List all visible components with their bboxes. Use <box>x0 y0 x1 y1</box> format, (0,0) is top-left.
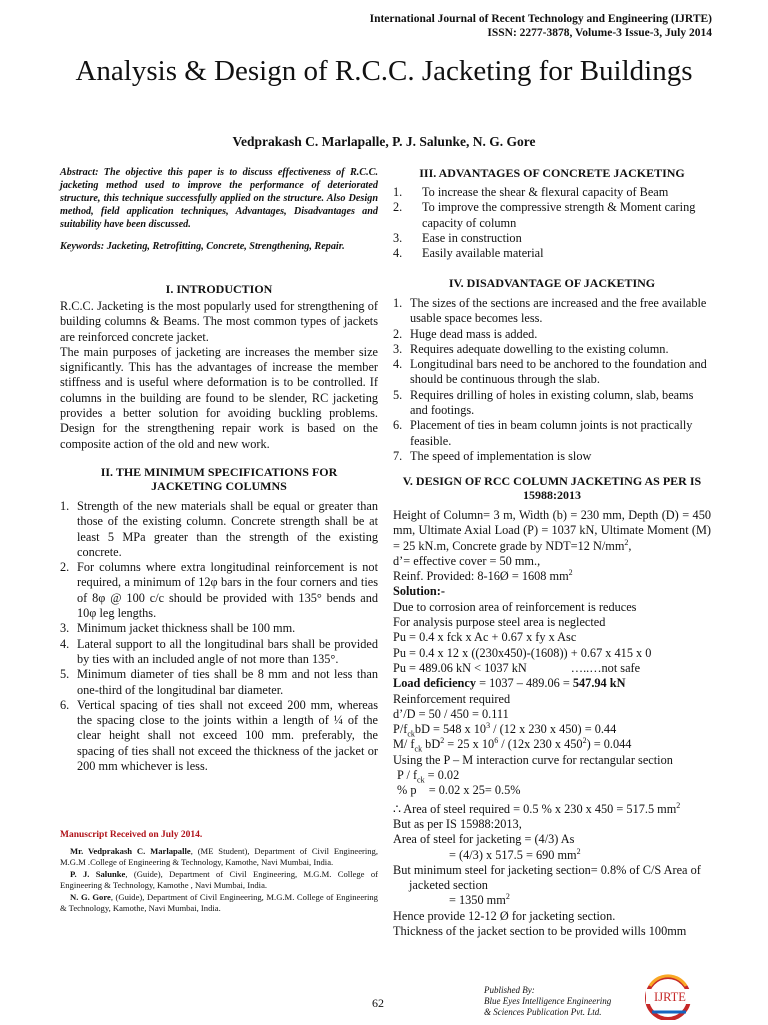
list-item <box>60 499 378 560</box>
advantages-list <box>393 185 711 261</box>
list-item <box>393 296 711 327</box>
item-text: The sizes of the sections are increased and the free available usable space becomes less. <box>410 296 707 326</box>
superscript: 2 <box>576 846 581 856</box>
author-notes <box>60 846 378 915</box>
item-number: 3. <box>393 230 403 245</box>
formula-part: = 0.02 <box>424 768 460 783</box>
design-section <box>393 474 711 939</box>
item-number: 2. <box>393 200 403 215</box>
list-item <box>393 200 711 231</box>
solution-label: Solution:- <box>393 584 445 599</box>
publisher-name: Blue Eyes Intelligence Engineering <box>484 996 612 1006</box>
item-text: To increase the shear & flexural capacity of Beam <box>422 185 669 199</box>
steel-area-jacketing: = (4/3) x 517.5 = 690 mm <box>449 847 577 862</box>
formula-part: M/ f <box>393 737 415 752</box>
formula-part: bD = 548 x 10 <box>414 722 487 737</box>
publisher-info <box>484 985 611 1018</box>
reinforcement-provided: Reinf. Provided: 8-16Ø = 1608 mm <box>393 569 569 584</box>
item-text: The speed of implementation is slow <box>410 448 592 463</box>
design-line <box>393 676 711 691</box>
superscript: 2 <box>505 892 510 902</box>
journal-name: International Journal of Recent Technology and Engineering (IJRTE) <box>369 13 712 25</box>
design-line: For analysis purpose steel area is neglected <box>393 615 606 630</box>
item-number: 4. <box>60 636 70 651</box>
author-note <box>60 869 378 891</box>
introduction-p2: The main purposes of jacketing are increases the member size significantly. This has the advantages of increase the member stiffness and is useful where deformation is to be controlled. If columns in the building are found to be slender, RC jacketing provides a better solution for avoiding buckling problems. Design for the strengthening repair work is based on the composite action of the old and new work. <box>60 344 378 451</box>
advantages-heading: III. ADVANTAGES OF CONCRETE JACKETING <box>419 166 685 180</box>
list-item <box>393 246 711 261</box>
introduction-p1: R.C.C. Jacketing is the most popularly used for strengthening of building columns & Beams. The most common types of jackets are reinforced concrete jacket. <box>60 299 378 344</box>
author-affiliation: , (ME Student), Department of Civil Engineering, M.G.M .College of Engineering & Technology, Kamothe, Navi Mumbai, India. <box>60 846 379 867</box>
item-text: Lateral support to all the longitudinal bars shall be provided by ties with an included angle of not more than 135°. <box>77 636 378 666</box>
list-item <box>393 418 711 449</box>
paper-title: Analysis & Design of R.C.C. Jacketing for Buildings <box>75 55 693 87</box>
author-note <box>60 892 378 914</box>
list-item <box>60 621 378 636</box>
item-number: 3. <box>393 341 403 356</box>
design-line <box>393 848 711 863</box>
design-heading: V. DESIGN OF RCC COLUMN JACKETING AS PER IS 15988:2013 <box>402 474 702 502</box>
design-line: Reinforcement required <box>393 691 511 706</box>
load-deficiency-calc: = 1037 – 489.06 = <box>476 676 573 691</box>
item-text: Ease in construction <box>422 230 522 245</box>
superscript: 2 <box>568 568 573 578</box>
design-line: d’/D = 50 / 450 = 0.111 <box>393 706 509 721</box>
subscript: ck <box>414 744 423 754</box>
item-number: 5. <box>60 667 70 682</box>
design-line: Using the P – M interaction curve for rectangular section <box>393 752 673 767</box>
item-number: 7. <box>393 448 403 463</box>
item-text: Vertical spacing of ties shall not exceed 200 mm, whereas the spacing close to the joints within a length of ¼ of the clear height shall not exceed 100 mm. preferably, the spacing of ties shall not exceed the thickness of the jacket or 200 mm whichever is less. <box>77 697 378 774</box>
item-number: 1. <box>393 296 403 310</box>
keywords: Keywords: Jacketing, Retrofitting, Concrete, Strengthening, Repair. <box>60 241 345 252</box>
steel-area-required: ∴ Area of steel required = 0.5 % x 230 x 450 = 517.5 mm <box>393 801 677 816</box>
formula-part: bD <box>422 737 441 752</box>
author-affiliation: , (Guide), Department of Civil Engineering, M.G.M. College of Engineering & Technology, Kamothe , Navi Mumbai, India. <box>60 869 378 890</box>
list-item <box>393 388 711 419</box>
journal-header <box>370 12 712 40</box>
item-number: 6. <box>393 418 403 433</box>
design-line: But as per IS 15988:2013, <box>393 816 522 831</box>
item-number: 1. <box>60 499 70 513</box>
item-number: 4. <box>393 357 403 372</box>
introduction-heading: I. INTRODUCTION <box>165 282 273 296</box>
publisher-name-2: & Sciences Publication Pvt. Ltd. <box>484 1007 602 1017</box>
manuscript-received: Manuscript Received on July 2014. <box>60 830 203 840</box>
list-item <box>60 637 378 668</box>
abstract: Abstract: The objective this paper is to discuss effectiveness of R.C.C. jacketing method used to improve the performance of deteriorated structure, this technique successfully applied on the structure. Also Design method, field application techniques, Advantages, Disadvantages and suitability have been discussed. <box>60 167 378 230</box>
paper-authors: Vedprakash C. Marlapalle, P. J. Salunke, N. G. Gore <box>232 134 536 149</box>
page-number: 62 <box>372 996 384 1010</box>
disadvantages-section <box>393 276 711 464</box>
item-text: Huge dead mass is added. <box>410 326 538 341</box>
design-line <box>393 569 711 584</box>
design-line: Thickness of the jacket section to be provided wills 100mm <box>393 924 687 939</box>
author-name: P. J. Salunke <box>70 869 126 879</box>
formula-part: P/f <box>393 722 408 737</box>
design-line <box>393 802 711 817</box>
design-line <box>393 737 711 752</box>
specifications-list <box>60 499 378 774</box>
list-item <box>393 185 711 200</box>
item-text: Strength of the new materials shall be equal or greater than those of the existing column. Concrete strength shall be at least 5 MPa greater than the strength of the existing concrete. <box>77 499 378 559</box>
design-line: Area of steel for jacketing = (4/3) As <box>393 832 575 847</box>
load-deficiency-label: Load deficiency <box>393 676 476 691</box>
list-item <box>393 342 711 357</box>
item-text: For columns where extra longitudinal reinforcement is not required, a minimum of 12φ bars in the four corners and ties of 8φ @ 100 c/c should be provided with 135° bends and 10φ leg lengths. <box>77 560 378 621</box>
pu-result: Pu = 489.06 kN < 1037 kN <box>393 660 527 675</box>
design-line <box>393 661 711 676</box>
design-given: Height of Column= 3 m, Width (b) = 230 mm, Depth (D) = 450 mm, Ultimate Axial Load (P) = 1037 kN, Ultimate Moment (M) = 25 kN.m, Concrete grade by NDT=12 $N/mm^2$, <box>393 508 711 553</box>
subscript: ck <box>417 775 425 785</box>
author-note <box>60 846 378 868</box>
logo-text: IJRTE <box>654 990 686 1004</box>
item-number: 2. <box>393 326 403 341</box>
formula-part: / (12 x 230 x 450) = 0.44 <box>490 722 617 737</box>
item-text: Requires drilling of holes in existing column, slab, beams and footings. <box>410 387 694 418</box>
item-number: 6. <box>60 697 70 712</box>
advantages-section <box>393 166 711 261</box>
formula-part: P / f <box>397 768 418 783</box>
item-number: 5. <box>393 387 403 402</box>
formula-part: / (12x 230 x 450 <box>498 737 583 752</box>
design-line <box>393 722 711 737</box>
min-steel-area: = 1350 mm <box>449 893 506 908</box>
design-line: Hence provide 12-12 Ø for jacketing section. <box>393 908 616 923</box>
item-text: Minimum diameter of ties shall be 8 mm and not less than one-third of the longitudinal bar diameter. <box>77 667 378 697</box>
design-line: Pu = 0.4 x fck x Ac + 0.67 x fy x Asc <box>393 630 577 645</box>
author-name: Mr. Vedprakash C. Marlapalle <box>70 846 191 856</box>
list-item <box>393 327 711 342</box>
item-number: 1. <box>393 185 403 199</box>
superscript: 2 <box>582 736 587 746</box>
item-text: Easily available material <box>422 246 544 261</box>
load-deficiency-value: 547.94 kN <box>572 676 626 691</box>
superscript: 3 <box>486 721 491 731</box>
list-item <box>60 698 378 774</box>
design-line: Pu = 0.4 x 12 x ((230x450)-(1608)) + 0.67 x 415 x 0 <box>393 645 652 660</box>
superscript: 6 <box>494 736 499 746</box>
item-text: To improve the compressive strength & Moment caring capacity of column <box>422 200 696 230</box>
design-line <box>393 768 711 783</box>
author-affiliation: , (Guide), Department of Civil Engineering, M.G.M. College of Engineering & Technology, Kamothe, Navi Mumbai, India. <box>60 892 378 913</box>
formula-part: = 25 x 10 <box>444 737 495 752</box>
specifications-section <box>60 465 378 774</box>
design-line <box>393 893 711 908</box>
item-text: Minimum jacket thickness shall be 100 mm. <box>77 621 296 636</box>
subscript: ck <box>407 729 415 739</box>
item-text: Requires adequate dowelling to the existing column. <box>410 341 669 356</box>
journal-issn: ISSN: 2277-3878, Volume-3 Issue-3, July 2014 <box>487 27 712 39</box>
author-name: N. G. Gore <box>70 892 111 902</box>
item-text: Placement of ties in beam column joints is not practically feasible. <box>410 418 693 448</box>
design-line: jacketed section <box>409 878 488 893</box>
superscript: 2 <box>440 736 445 746</box>
list-item <box>393 449 711 464</box>
item-number: 2. <box>60 560 70 575</box>
list-item <box>60 560 378 621</box>
disadvantages-list <box>393 296 711 464</box>
list-item <box>60 667 378 698</box>
given-data: Height of Column= 3 m, Width (b) = 230 mm, Depth (D) = 450 mm, Ultimate Axial Load (P) = 1037 kN, Ultimate Moment (M) = 25 kN.m, Concrete grade by NDT=12 N/mm <box>393 508 711 553</box>
list-item <box>393 231 711 246</box>
superscript: 2 <box>624 537 629 547</box>
ijrte-logo-icon <box>628 972 710 1020</box>
design-line: d’= effective cover = 50 mm., <box>393 553 541 568</box>
item-number: 3. <box>60 621 70 636</box>
specifications-heading: II. THE MINIMUM SPECIFICATIONS FOR JACKETING COLUMNS <box>100 465 338 493</box>
disadvantages-heading: IV. DISADVANTAGE OF JACKETING <box>448 276 656 290</box>
design-line: % p = 0.02 x 25= 0.5% <box>397 783 521 798</box>
introduction-section <box>60 282 378 452</box>
design-line: But minimum steel for jacketing section= 0.8% of C/S Area of <box>393 862 701 877</box>
list-item <box>393 357 711 388</box>
item-text: Longitudinal bars need to be anchored to the foundation and should be continuous through the slab. <box>410 357 707 387</box>
design-line: Due to corrosion area of reinforcement is reduces <box>393 599 637 614</box>
not-safe-note: …..…not safe <box>570 660 641 675</box>
superscript: 2 <box>676 800 681 810</box>
formula-part: ) = 0.044 <box>586 737 632 752</box>
item-number: 4. <box>393 246 403 261</box>
published-by: Published By: <box>484 985 535 995</box>
